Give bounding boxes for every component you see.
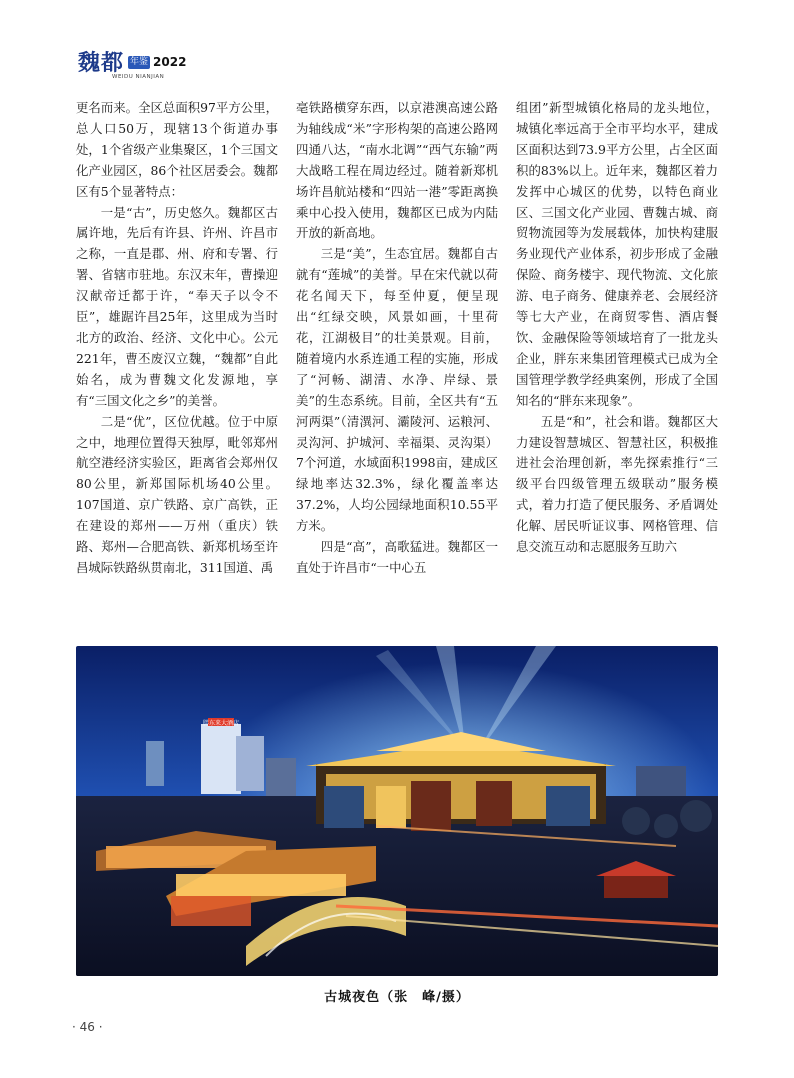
paragraph: 亳铁路横穿东西，以京港澳高速公路为轴线成“米”字形构架的高速公路网四通八达，“南水北调”“西气东输”两大战略工程在周边经过。随着新郑机场许昌航站楼和“四站一港”零距离换乘中心投入使用，魏都区已成为内陆开放的新高地。 xyxy=(296,100,498,241)
paragraph: 组团”新型城镇化格局的龙头地位，城镇化率远高于全市平均水平，建成区面积达到73.9平方公里，占全区面积的83%以上。近年来，魏都区着力发挥中心城区的优势，以特色商业区、三国文化产业园、曹魏古城、商贸物流园等为发展载体，加快构建服务业现代产业体系，初步形成了金融保险、商务楼宇、现代物流、文化旅游、电子商务、健康养老、会展经济等七大产业，在商贸零售、酒店餐饮、金融保险等领域培育了一批龙头企业，胖东来集团管理模式已成为全国管理学教学经典案例，形成了全国知名的“胖东来现象”。 xyxy=(516,100,718,408)
text-column-1 xyxy=(76,98,278,648)
night-city-photo xyxy=(76,646,718,976)
yearbook-logo xyxy=(78,52,186,76)
text-column-2 xyxy=(296,98,498,648)
page-number: · 46 · xyxy=(72,1020,103,1034)
paragraph: 一是“古”，历史悠久。魏都区古属许地，先后有许县、许州、许昌市之称，一直是郡、州、府和专署、行署、省辖市驻地。东汉末年，曹操迎汉献帝迁都于许，“奉天子以令不臣”，雄踞许昌25年，这里成为当时北方的政治、经济、文化中心。公元221年，曹丕废汉立魏，“魏都”自此始名，成为曹魏文化发源地，享有“三国文化之乡”的美誉。 xyxy=(76,204,278,408)
paragraph: 四是“高”，高歌猛进。魏都区一直处于许昌市“一中心五 xyxy=(296,539,498,575)
logo-title: 魏都 xyxy=(78,51,125,76)
page-header xyxy=(78,52,186,86)
paragraph: 三是“美”，生态宜居。魏都自古就有“莲城”的美誉。早在宋代就以荷花名闻天下，每至仲夏，便呈现出“红绿交映，风景如画，十里荷花，江湖极目”的壮美景观。目前，随着境内水系连通工程的实施，形成了“河畅、湖清、水净、岸绿、景美”的生态系统。目前，全区共有“五河两渠”（清潩河、灞陵河、运粮河、灵沟河、护城河、幸福渠、灵沟渠）7个河道，水域面积1998亩，建成区绿地率达32.3%，绿化覆盖率达37.2%，人均公园绿地面积10.55平方米。 xyxy=(296,246,498,534)
logo-year: 2022 xyxy=(153,55,187,69)
text-column-3 xyxy=(516,98,718,648)
paragraph: 更名而来。全区总面积97平方公里，总人口50万，现辖13个街道办事处，1个省级产业集聚区，1个三国文化产业园区，86个社区居委会。魏都区有5个显著特点： xyxy=(76,100,278,199)
article-body xyxy=(76,98,718,648)
building-sign-text: 胖东来大酒店 xyxy=(202,720,240,727)
logo-badge: 年鉴 xyxy=(130,57,149,67)
paragraph: 五是“和”，社会和谐。魏都区大力建设智慧城区、智慧社区，积极推进社会治理创新，率先探索推行“三级平台四级管理五级联动”服务模式，着力打造了便民服务、矛盾调处化解、居民听证议事、网格管理、信息交流互动和志愿服务互助六 xyxy=(516,413,718,555)
logo-subtitle: WEIDU NIANJIAN xyxy=(112,74,165,80)
paragraph: 二是“优”，区位优越。位于中原之中，地理位置得天独厚，毗邻郑州航空港经济实验区，距离省会郑州仅80公里，新郑国际机场40公里。107国道、京广铁路、京广高铁，正在建设的郑州——万州（重庆）铁路、郑州—合肥高铁、新郑机场至许昌城际铁路纵贯南北，311国道、禹 xyxy=(76,413,278,575)
photo-caption: 古城夜色（张 峰/摄） xyxy=(324,990,470,1005)
